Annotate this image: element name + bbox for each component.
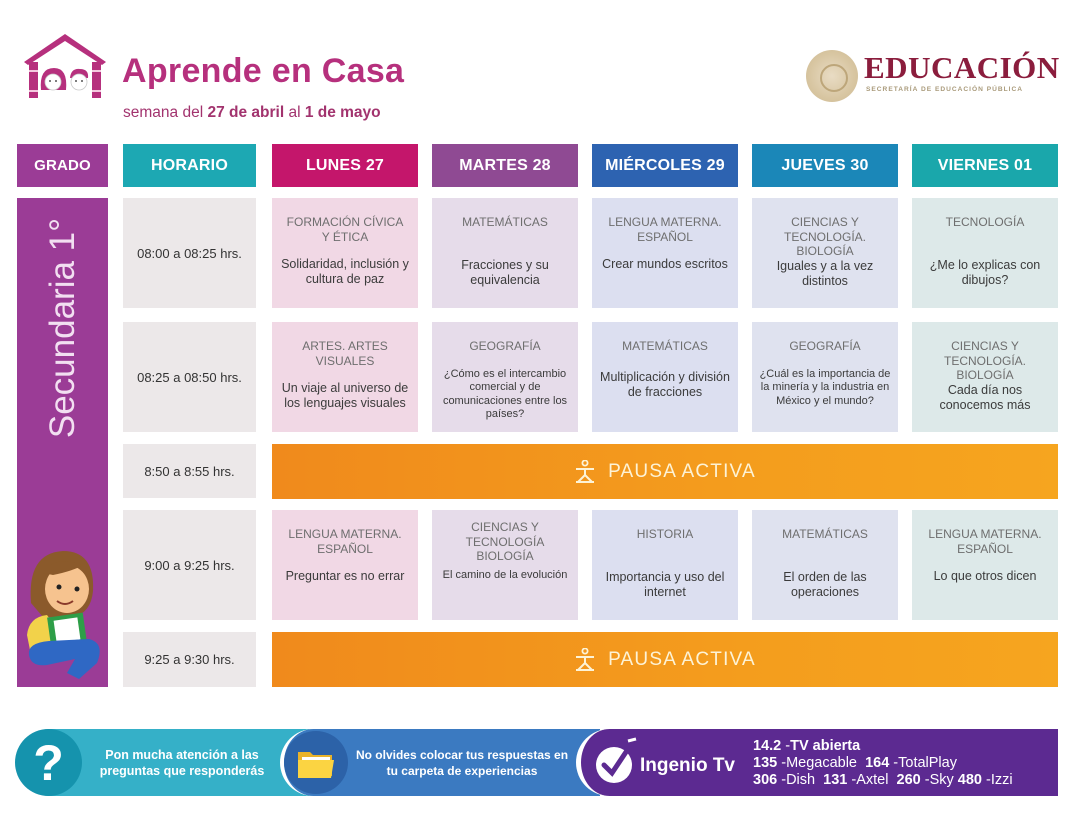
class-cell-lunes-2 bbox=[272, 322, 418, 432]
class-cell-lunes-3 bbox=[272, 510, 418, 620]
class-cell-miercoles-3 bbox=[592, 510, 738, 620]
subject: LENGUA MATERNA. ESPAÑOL bbox=[608, 215, 722, 244]
class-cell-miercoles-1 bbox=[592, 198, 738, 308]
question-mark-icon: ? bbox=[15, 729, 82, 796]
channel-list: 14.2 -TV abierta 135 -Megacable 164 -TotalPlay 306 -Dish 131 -Axtel 260 -Sky 480 -Izzi bbox=[753, 738, 1013, 788]
header-lunes: LUNES 27 bbox=[272, 144, 418, 187]
class-cell-martes-1 bbox=[432, 198, 578, 308]
topic: Cada día nos conocemos más bbox=[939, 382, 1031, 412]
subject: LENGUA MATERNA. ESPAÑOL bbox=[928, 527, 1042, 556]
class-cell-viernes-1 bbox=[912, 198, 1058, 308]
subject: CIENCIAS Y TECNOLOGÍA BIOLOGÍA bbox=[465, 520, 545, 563]
stretching-person-icon bbox=[574, 460, 596, 484]
class-cell-martes-3 bbox=[432, 510, 578, 620]
time-slot-3: 8:50 a 8:55 hrs. bbox=[123, 444, 256, 498]
time-slot-1: 08:00 a 08:25 hrs. bbox=[123, 198, 256, 308]
subject: ARTES. ARTES VISUALES bbox=[302, 339, 388, 368]
pausa-label: PAUSA ACTIVA bbox=[608, 460, 756, 482]
topic: ¿Cuál es la importancia de la minería y la industria en México y el mundo? bbox=[759, 367, 891, 407]
stretching-person-icon bbox=[574, 648, 596, 672]
topic: ¿Me lo explicas con dibujos? bbox=[929, 257, 1041, 287]
national-coat-of-arms-icon bbox=[806, 50, 858, 102]
topic: El orden de las operaciones bbox=[783, 569, 867, 599]
topic: Importancia y uso del internet bbox=[605, 569, 725, 599]
class-cell-jueves-1 bbox=[752, 198, 898, 308]
class-cell-viernes-2 bbox=[912, 322, 1058, 432]
time-slot-4: 9:00 a 9:25 hrs. bbox=[123, 510, 256, 620]
class-cell-martes-2 bbox=[432, 322, 578, 432]
class-cell-viernes-3 bbox=[912, 510, 1058, 620]
subject: HISTORIA bbox=[636, 527, 694, 541]
page-title: Aprende en Casa bbox=[122, 52, 405, 90]
girl-reading-illustration-icon bbox=[23, 543, 105, 683]
topic: El camino de la evolución bbox=[442, 568, 568, 581]
tip-folder-text: No olvides colocar tus respuestas en tu carpeta de experiencias bbox=[355, 748, 569, 778]
subject: LENGUA MATERNA. ESPAÑOL bbox=[288, 527, 402, 556]
topic: Lo que otros dicen bbox=[933, 569, 1037, 583]
class-cell-lunes-1 bbox=[272, 198, 418, 308]
folder-icon bbox=[284, 731, 348, 794]
header-martes: MARTES 28 bbox=[432, 144, 578, 187]
grade-column bbox=[17, 198, 108, 687]
header-jueves: JUEVES 30 bbox=[752, 144, 898, 187]
header-grado: GRADO bbox=[17, 144, 108, 187]
subject: MATEMÁTICAS bbox=[622, 339, 708, 353]
pausa-label: PAUSA ACTIVA bbox=[608, 648, 756, 670]
pausa-activa-banner-2 bbox=[272, 632, 1058, 687]
pausa-activa-banner-1 bbox=[272, 444, 1058, 499]
subject: CIENCIAS Y TECNOLOGÍA. BIOLOGÍA bbox=[783, 215, 866, 258]
tip-attention-text: Pon mucha atención a las preguntas que responderás bbox=[99, 748, 265, 778]
subject: MATEMÁTICAS bbox=[782, 527, 868, 541]
subject: FORMACIÓN CÍVICA Y ÉTICA bbox=[286, 215, 404, 244]
class-cell-miercoles-2 bbox=[592, 322, 738, 432]
ministry-subtitle: SECRETARÍA DE EDUCACIÓN PÚBLICA bbox=[866, 86, 1024, 93]
topic: Crear mundos escritos bbox=[602, 257, 728, 271]
subject: TECNOLOGÍA bbox=[945, 215, 1025, 229]
class-cell-jueves-2 bbox=[752, 322, 898, 432]
time-slot-5: 9:25 a 9:30 hrs. bbox=[123, 632, 256, 687]
class-cell-jueves-3 bbox=[752, 510, 898, 620]
header-viernes: VIERNES 01 bbox=[912, 144, 1058, 187]
topic: Fracciones y su equivalencia bbox=[461, 257, 549, 287]
aprende-en-casa-house-logo-icon bbox=[22, 32, 108, 100]
ingenio-tv-label: Ingenio Tv bbox=[640, 755, 735, 776]
subject: GEOGRAFÍA bbox=[789, 339, 861, 353]
subject: GEOGRAFÍA bbox=[469, 339, 541, 353]
subject: MATEMÁTICAS bbox=[462, 215, 548, 229]
header-miercoles: MIÉRCOLES 29 bbox=[592, 144, 738, 187]
topic: Preguntar es no errar bbox=[285, 569, 405, 583]
topic: ¿Cómo es el intercambio comercial y de comunicaciones entre los países? bbox=[442, 367, 568, 420]
check-circle-icon bbox=[592, 737, 640, 785]
topic: Solidaridad, inclusión y cultura de paz bbox=[281, 257, 409, 286]
header-horario: HORARIO bbox=[123, 144, 256, 187]
subject: CIENCIAS Y TECNOLOGÍA. BIOLOGÍA bbox=[943, 339, 1026, 382]
grade-label: Secundaria 1° bbox=[43, 217, 82, 439]
week-range: semana del 27 de abril al 1 de mayo bbox=[123, 104, 381, 121]
topic: Iguales y a la vez distintos bbox=[776, 258, 874, 288]
topic: Multiplicación y división de fracciones bbox=[600, 369, 730, 399]
topic: Un viaje al universo de los lenguajes visuales bbox=[281, 381, 409, 410]
time-slot-2: 08:25 a 08:50 hrs. bbox=[123, 322, 256, 432]
ministry-title: EDUCACIÓN bbox=[864, 50, 1060, 85]
